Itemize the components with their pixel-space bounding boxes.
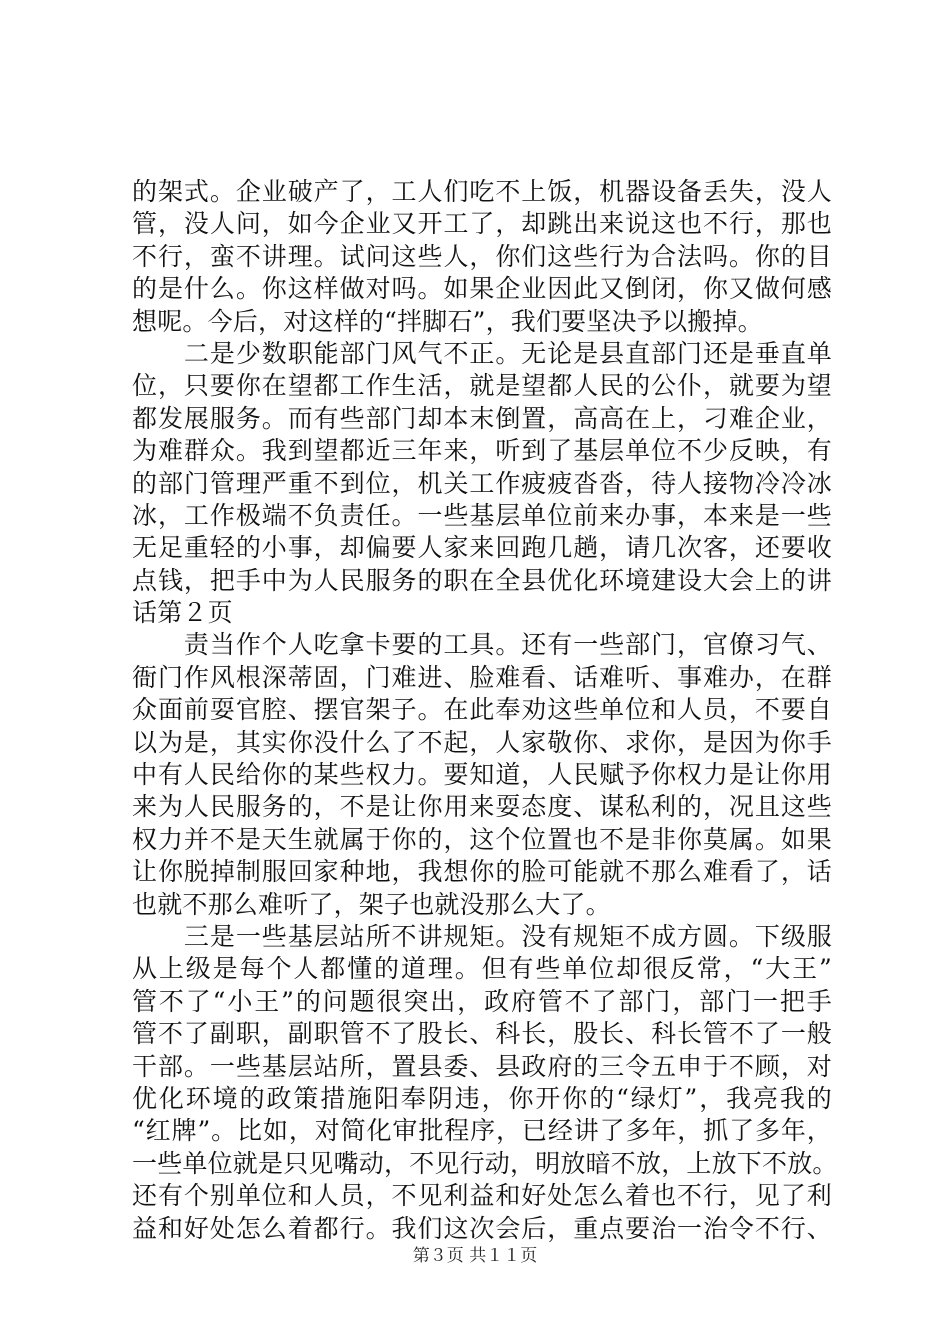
text-line: 权力并不是天生就属于你的，这个位置也不是非你莫属。如果: [132, 824, 832, 854]
page-number-label: 第３页 共１１页: [412, 1246, 538, 1266]
text-line: 管不了副职，副职管不了股长、科长，股长、科长管不了一般: [132, 1019, 832, 1049]
text-line: 二是少数职能部门风气不正。无论是县直部门还是垂直单: [132, 338, 832, 368]
text-line: 干部。一些基层站所，置县委、县政府的三令五申于不顾，对: [132, 1051, 832, 1081]
text-line: 益和好处怎么着都行。我们这次会后，重点要治一治令不行、: [132, 1213, 832, 1243]
text-line: 话第２页: [132, 598, 233, 628]
text-line: 点钱，把手中为人民服务的职在全县优化环境建设大会上的讲: [132, 565, 832, 595]
text-line: 还有个别单位和人员，不见利益和好处怎么着也不行，见了利: [132, 1181, 832, 1211]
text-line: 的部门管理严重不到位，机关工作疲疲沓沓，待人接物冷冷冰: [132, 468, 832, 498]
text-line: 来为人民服务的，不是让你用来耍态度、谋私利的，况且这些: [132, 792, 832, 822]
text-line: 都发展服务。而有些部门却本末倒置，高高在上，刁难企业，: [132, 403, 832, 433]
text-line: 责当作个人吃拿卡要的工具。还有一些部门，官僚习气、: [132, 630, 832, 660]
text-line: 从上级是每个人都懂的道理。但有些单位却很反常，“大王”: [132, 954, 832, 984]
text-line: 以为是，其实你没什么了不起，人家敬你、求你，是因为你手: [132, 727, 832, 757]
text-line: “红牌”。比如，对简化审批程序，已经讲了多年，抓了多年，: [132, 1116, 832, 1146]
text-line: 想呢。今后，对这样的“拌脚石”，我们要坚决予以搬掉。: [132, 306, 763, 336]
text-line: 冰，工作极端不负责任。一些基层单位前来办事，本来是一些: [132, 500, 832, 530]
text-line: 的是什么。你这样做对吗。如果企业因此又倒闭，你又做何感: [132, 274, 832, 304]
text-line: 众面前耍官腔、摆官架子。在此奉劝这些单位和人员，不要自: [132, 695, 832, 725]
text-line: 的架式。企业破产了，工人们吃不上饭，机器设备丢失，没人: [132, 177, 832, 206]
text-line: 优化环境的政策措施阳奉阴违，你开你的“绿灯”，我亮我的: [132, 1083, 832, 1113]
text-line: 不行，蛮不讲理。试问这些人，你们这些行为合法吗。你的目: [132, 241, 832, 271]
text-line: 管，没人问，如今企业又开工了，却跳出来说这也不行，那也: [132, 209, 832, 239]
text-line: 管不了“小王”的问题很突出，政府管不了部门，部门一把手: [132, 986, 832, 1016]
text-line: 位，只要你在望都工作生活，就是望都人民的公仆，就要为望: [132, 371, 832, 401]
text-line: 衙门作风根深蒂固，门难进、脸难看、话难听、事难办，在群: [132, 662, 832, 692]
body-text: [132, 176, 838, 1245]
text-line: 为难群众。我到望都近三年来，听到了基层单位不少反映，有: [132, 436, 832, 466]
text-line: 一些单位就是只见嘴动，不见行动，明放暗不放，上放下不放。: [132, 1148, 838, 1178]
page-footer: [0, 1241, 950, 1266]
text-line: 中有人民给你的某些权力。要知道，人民赋予你权力是让你用: [132, 760, 832, 790]
text-line: 无足重轻的小事，却偏要人家来回跑几趟，请几次客，还要收: [132, 533, 832, 563]
text-line: 让你脱掉制服回家种地，我想你的脸可能就不那么难看了，话: [132, 857, 832, 887]
text-line: 三是一些基层站所不讲规矩。没有规矩不成方圆。下级服: [132, 921, 832, 951]
text-line: 也就不那么难听了，架子也就没那么大了。: [132, 889, 611, 919]
